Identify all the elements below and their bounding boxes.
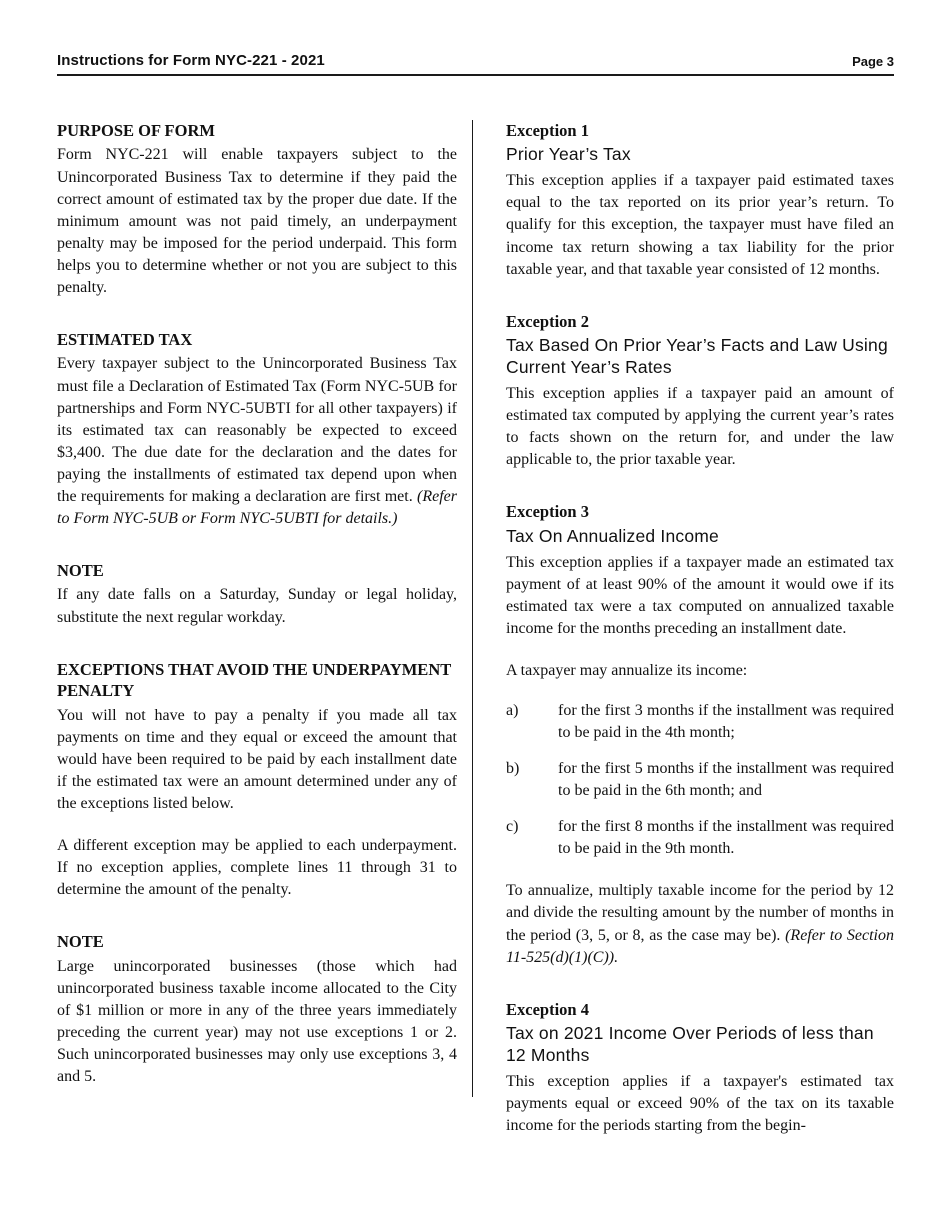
section-heading: EXCEPTIONS THAT AVOID THE UNDERPAYMENT PENALTY <box>57 659 451 701</box>
section-note-1 <box>57 560 457 629</box>
section-exceptions-avoid-penalty <box>57 659 457 902</box>
section-subheading: Tax Based On Prior Year’s Facts and Law Using Current Year’s Rates <box>506 335 888 378</box>
list-item-text: for the first 5 months if the installment was required to be paid in the 6th month; and <box>558 760 894 800</box>
section-exception-4 <box>506 999 894 1137</box>
paragraph: If any date falls on a Saturday, Sunday or legal holiday, substitute the next regular workday. <box>57 586 457 626</box>
section-heading: Exception 2 <box>506 311 589 331</box>
section-note-2 <box>57 931 457 1088</box>
column-divider <box>472 120 473 1097</box>
annualize-list <box>506 700 894 860</box>
paragraph: You will not have to pay a penalty if you made all tax payments on time and they equal or exceed the amount that would have been required to be paid by each installment date if the estimated tax were an amount determined under any of the exceptions listed below. <box>57 706 457 812</box>
paragraph-text: Every taxpayer subject to the Unincorporated Business Tax must file a Declaration of Estimated Tax (Form NYC-5UB for partnerships and Form NYC-5UBTI for all other taxpayers) if its estimated tax can reasonably be expected to exceed $3,400. The due date for the declaration and the dates for paying the installments of estimated tax depend upon when the requirements for making a declaration are first met. <box>57 355 457 505</box>
reference-note: (Refer to Section 11-525(d)(1)(C)). <box>506 926 894 966</box>
list-item-text: for the first 3 months if the installment was required to be paid in the 4th month; <box>558 701 894 741</box>
section-heading: PURPOSE OF FORM <box>57 121 215 140</box>
page-number: Page 3 <box>852 54 894 69</box>
section-heading: Exception 3 <box>506 502 589 522</box>
list-item <box>506 816 894 860</box>
paragraph: This exception applies if a taxpayer paid an amount of estimated tax computed by applying the current year’s rates to facts shown on the return for, and under the law applicable to, the prior taxable year. <box>506 384 894 469</box>
section-exception-3 <box>506 501 894 968</box>
left-column <box>57 120 457 1137</box>
section-heading: Exception 4 <box>506 999 589 1019</box>
paragraph: A different exception may be applied to each underpayment. If no exception applies, complete lines 11 through 31 to determine the amount of the penalty. <box>57 836 457 899</box>
paragraph <box>57 353 457 530</box>
paragraph: This exception applies if a taxpayer's estimated tax payments equal or exceed 90% of the tax on its taxable income for the periods starting from the begin- <box>506 1072 894 1135</box>
section-heading: ESTIMATED TAX <box>57 329 193 349</box>
paragraph <box>506 880 894 968</box>
header-title: Instructions for Form NYC-221 - 2021 <box>57 52 325 69</box>
list-item <box>506 700 894 744</box>
paragraph: A taxpayer may annualize its income: <box>506 661 748 679</box>
section-purpose-of-form <box>57 120 457 299</box>
paragraph-text: To annualize, multiply taxable income for the period by 12 and divide the resulting amount by the number of months in the period (3, 5, or 8, as the case may be). <box>506 882 894 944</box>
reference-note: (Refer to Form NYC-5UB or Form NYC-5UBTI for details.) <box>57 487 457 527</box>
section-heading: Exception 1 <box>506 121 589 140</box>
list-item <box>506 758 894 802</box>
section-estimated-tax <box>57 329 457 530</box>
paragraph: Form NYC-221 will enable taxpayers subject to the Unincorporated Business Tax to determine if they paid the correct amount of estimated tax by the proper due date. If the minimum amount was not paid timely, an underpayment penalty may be imposed for the period underpaid. This form helps you to determine whether or not you are subject to this penalty. <box>57 146 457 296</box>
paragraph: This exception applies if a taxpayer made an estimated tax payment of at least 90% of the amount it would owe if its estimated tax were a tax computed on annualized taxable income for the months preceding an installment date. <box>506 553 894 637</box>
list-marker: c) <box>506 818 519 836</box>
right-column <box>506 120 894 1137</box>
section-heading: NOTE <box>57 932 104 952</box>
section-subheading: Prior Year’s Tax <box>506 144 631 165</box>
section-exception-2 <box>506 311 894 472</box>
section-subheading: Tax On Annualized Income <box>506 525 719 546</box>
paragraph: This exception applies if a taxpayer paid estimated taxes equal to the tax reported on its prior year’s return. To qualify for this exception, the taxpayer must have filed an income tax return showing a tax liability for the prior taxable year, and that taxable year consisted of 12 months. <box>506 172 894 278</box>
page-header <box>57 52 894 76</box>
section-exception-1 <box>506 120 894 281</box>
list-marker: b) <box>506 760 520 778</box>
list-item-text: for the first 8 months if the installment was required to be paid in the 9th month. <box>558 818 894 858</box>
section-subheading: Tax on 2021 Income Over Periods of less than 12 Months <box>506 1023 874 1065</box>
content-columns <box>57 76 894 1137</box>
list-marker: a) <box>506 701 519 719</box>
section-heading: NOTE <box>57 561 104 581</box>
paragraph: Large unincorporated businesses (those which had unincorporated business taxable income allocated to the City of $1 million or more in any of the three years immediately preceding the current year) may not use exceptions 1 or 2. Such unincorporated businesses may only use exceptions 3, 4 and 5. <box>57 957 457 1085</box>
